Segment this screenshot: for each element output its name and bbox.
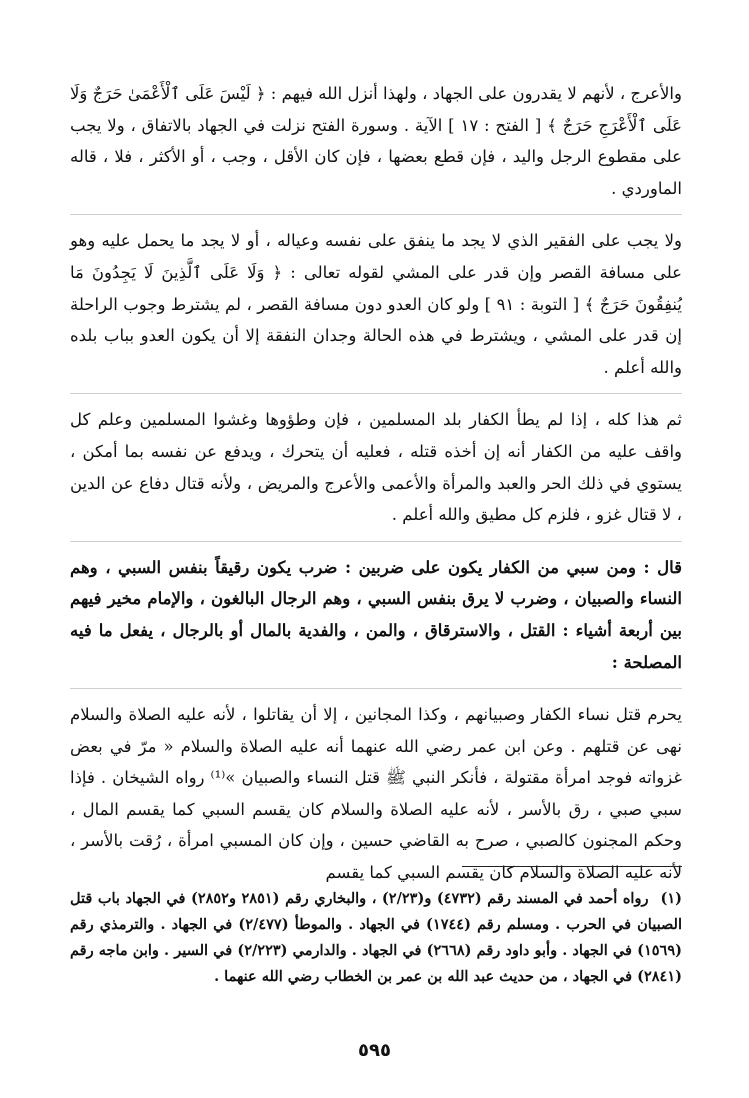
paragraph-1: والأعرج ، لأنهم لا يقدرون على الجهاد ، ولهذا أنزل الله فيهم : ﴿ لَيْسَ عَلَى ٱلْأَعْمَىٰ حَرَجٌ وَلَا عَلَى ٱلْأَعْرَجِ حَرَجٌ ﴾ [ الفتح : ١٧ ] الآية . وسورة الفتح نزلت في الجهاد بالاتفاق ، ولا يجب على مقطوع الرجل واليد ، فإن قطع بعضها ، فإن كان الأقل ، وجب ، أو الأكثر ، فلا ، قاله الماوردي . bbox=[70, 84, 682, 198]
page-number: ٥٩٥ bbox=[358, 1040, 391, 1061]
page-body bbox=[70, 78, 682, 889]
paragraph-5: يحرم قتل نساء الكفار وصبيانهم ، وكذا المجانين ، إلا أن يقاتلوا ، لأنه عليه الصلاة والسلام نهى عن قتلهم . وعن ابن عمر رضي الله عنهما أنه عليه الصلاة والسلام « مرّ في بعض غزواته فوجد امرأة مقتولة ، فأنكر النبي ﷺ قتل النساء والصبيان »⁽¹⁾ رواه الشيخان . فإذا سبي صبي ، رق بالأسر ، لأنه عليه الصلاة والسلام كان يقسم السبي كما يقسم المال ، وحكم المجنون كالصبي ، صرح به القاضي حسين ، وإن كان المسبي امرأة ، رُقت بالأسر ، لأنه عليه الصلاة والسلام كان يقسم السبي كما يقسم bbox=[70, 705, 683, 883]
footnote-separator bbox=[462, 866, 682, 867]
paragraph-divider bbox=[70, 688, 682, 689]
paragraph-divider bbox=[70, 393, 682, 394]
footnote-text: رواه أحمد في المسند رقم (٤٧٣٢) و(٢/٢٣) ، والبخاري رقم (٢٨٥١ و٢٨٥٢) في الجهاد باب قتل الصبيان في الحرب . ومسلم رقم (١٧٤٤) في الجهاد . والموطأ (٢/٤٧٧) في الجهاد . والترمذي رقم (١٥٦٩) في الجهاد . وأبو داود رقم (٢٦٦٨) في الجهاد . والدارمي (٢/٢٢٣) في السير . وابن ماجه رقم (٢٨٤١) في الجهاد ، من حديث عبد الله بن عمر بن الخطاب رضي الله عنهما . bbox=[70, 890, 682, 985]
footnote-number: (١) bbox=[660, 890, 682, 907]
paragraph-4-matn: قال : ومن سبي من الكفار يكون على ضربين : ضرب يكون رقيقاً بنفس السبي ، وهم النساء والصبيان ، وضرب لا يرق بنفس السبي ، وهم الرجال البالغون ، والإمام مخير فيهم بين أربعة أشياء : القتل ، والاسترقاق ، والمن ، والفدية بالمال أو بالرجال ، يفعل ما فيه المصلحة : bbox=[70, 557, 682, 672]
paragraph-2: ولا يجب على الفقير الذي لا يجد ما ينفق على نفسه وعياله ، أو لا يجد ما يحمل عليه وهو على مسافة القصر وإن قدر على المشي لقوله تعالى : ﴿ وَلَا عَلَى ٱلَّذِينَ لَا يَجِدُونَ مَا يُنفِقُونَ حَرَجٌ ﴾ [ التوبة : ٩١ ] ولو كان العدو دون مسافة القصر ، لم يشترط وجوب الراحلة إن قدر على المشي ، ويشترط في هذه الحالة وجدان النفقة إلا أن يكون العدو بباب بلده والله أعلم . bbox=[70, 231, 682, 377]
paragraph-divider bbox=[70, 541, 682, 542]
footnote bbox=[70, 886, 682, 990]
paragraph-divider bbox=[70, 214, 682, 215]
paragraph-3: ثم هذا كله ، إذا لم يطأ الكفار بلد المسلمين ، فإن وطؤوها وغشوا المسلمين وعلم كل واقف عليه من الكفار أنه إن أخذه قتله ، فعليه أن يتحرك ، ويدفع عن نفسه بما أمكن ، يستوي في ذلك الحر والعبد والمرأة والأعمى والأعرج والمريض ، ولأنه قتال دفاع عن الدين ، لا قتال غزو ، فلزم كل مطيق والله أعلم . bbox=[70, 410, 682, 525]
